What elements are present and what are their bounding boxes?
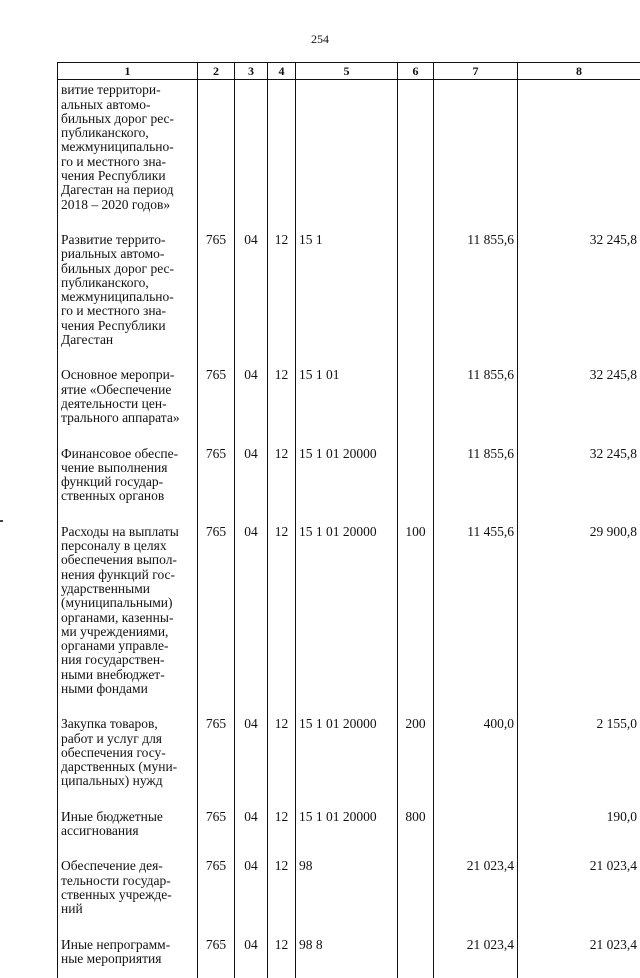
cell-amount-1: 21 023,4 [434, 937, 518, 967]
row-spacer [58, 789, 640, 809]
spacer-cell [58, 789, 198, 809]
spacer-cell [58, 696, 198, 716]
spacer-cell [518, 426, 640, 446]
spacer-cell [58, 347, 198, 367]
spacer-cell [235, 696, 268, 716]
spacer-cell [235, 789, 268, 809]
table-row [58, 716, 640, 788]
spacer-cell [434, 838, 518, 858]
budget-table [57, 62, 640, 978]
cell-section [235, 80, 268, 212]
spacer-cell [235, 426, 268, 446]
row-spacer [58, 838, 640, 858]
column-header-3: 3 [235, 63, 268, 80]
cell-amount-2: 29 900,8 [518, 524, 640, 697]
cell-ministry-code [198, 80, 235, 212]
cell-expense-type: 800 [398, 809, 434, 839]
cell-section: 04 [235, 858, 268, 916]
spacer-cell [296, 347, 398, 367]
cell-target-article: 15 1 01 20000 [296, 716, 398, 788]
row-spacer [58, 347, 640, 367]
cell-ministry-code: 765 [198, 367, 235, 425]
cell-amount-2: 190,0 [518, 809, 640, 839]
cell-subsection: 12 [268, 232, 296, 347]
cell-target-article: 15 1 [296, 232, 398, 347]
spacer-cell [268, 917, 296, 937]
cell-section: 04 [235, 367, 268, 425]
cell-expense-type [398, 80, 434, 212]
table-header-row [58, 63, 640, 80]
spacer-cell [296, 426, 398, 446]
table-row [58, 809, 640, 839]
cell-expense-type [398, 367, 434, 425]
cell-amount-2: 21 023,4 [518, 937, 640, 967]
spacer-cell [235, 966, 268, 978]
spacer-cell [198, 966, 235, 978]
cell-amount-1: 11 855,6 [434, 232, 518, 347]
column-header-4: 4 [268, 63, 296, 80]
cell-subsection [268, 80, 296, 212]
cell-target-article: 98 [296, 858, 398, 916]
cell-expense-type [398, 446, 434, 504]
spacer-cell [198, 696, 235, 716]
table-row [58, 524, 640, 697]
spacer-cell [198, 917, 235, 937]
spacer-cell [434, 696, 518, 716]
cell-expense-type: 200 [398, 716, 434, 788]
spacer-cell [296, 838, 398, 858]
spacer-cell [518, 212, 640, 232]
spacer-cell [434, 212, 518, 232]
cell-ministry-code: 765 [198, 232, 235, 347]
table-row [58, 367, 640, 425]
cell-expense-type [398, 937, 434, 967]
cell-target-article: 98 8 [296, 937, 398, 967]
table-row [58, 446, 640, 504]
row-spacer [58, 966, 640, 978]
spacer-cell [398, 696, 434, 716]
spacer-cell [198, 426, 235, 446]
column-header-1: 1 [58, 63, 198, 80]
cell-subsection: 12 [268, 524, 296, 697]
cell-amount-2: 32 245,8 [518, 232, 640, 347]
cell-target-article: 15 1 01 20000 [296, 524, 398, 697]
spacer-cell [198, 789, 235, 809]
cell-ministry-code: 765 [198, 937, 235, 967]
cell-subsection: 12 [268, 937, 296, 967]
row-name: Закупка товаров, работ и услуг для обеспечения госу- дарственных (муни- ципальных) нужд [58, 716, 198, 788]
spacer-cell [434, 789, 518, 809]
spacer-cell [398, 426, 434, 446]
spacer-cell [434, 504, 518, 524]
table-row [58, 80, 640, 212]
cell-target-article: 15 1 01 20000 [296, 446, 398, 504]
row-name: Расходы на выплаты персоналу в целях обеспечения выпол- нения функций гос- ударственными (муниципальными) органами, казенны- ми учреждениями, органами управле- ния государствен- ными внебюджет- ными фондами [58, 524, 198, 697]
spacer-cell [235, 504, 268, 524]
spacer-cell [398, 504, 434, 524]
spacer-cell [58, 917, 198, 937]
cell-amount-1: 11 455,6 [434, 524, 518, 697]
spacer-cell [518, 504, 640, 524]
spacer-cell [235, 347, 268, 367]
row-name: витие территори- альных автомо- бильных дорог рес- публиканского, межмуниципально- го и местного зна- чения Республики Дагестан на период 2018 – 2020 годов» [58, 80, 198, 212]
cell-section: 04 [235, 809, 268, 839]
cell-ministry-code: 765 [198, 446, 235, 504]
spacer-cell [296, 504, 398, 524]
row-name: Обеспечение дея- тельности государ- ственных учрежде- ний [58, 858, 198, 916]
cell-ministry-code: 765 [198, 809, 235, 839]
spacer-cell [58, 966, 198, 978]
cell-expense-type: 100 [398, 524, 434, 697]
cell-amount-2: 2 155,0 [518, 716, 640, 788]
spacer-cell [268, 966, 296, 978]
column-header-6: 6 [398, 63, 434, 80]
spacer-cell [268, 838, 296, 858]
spacer-cell [296, 696, 398, 716]
spacer-cell [198, 838, 235, 858]
cell-section: 04 [235, 524, 268, 697]
spacer-cell [296, 789, 398, 809]
cell-target-article: 15 1 01 20000 [296, 809, 398, 839]
cell-section: 04 [235, 446, 268, 504]
cell-section: 04 [235, 232, 268, 347]
table-row [58, 858, 640, 916]
cell-expense-type [398, 858, 434, 916]
spacer-cell [268, 426, 296, 446]
row-name: Основное меропри- ятие «Обеспечение деятельности цен- трального аппарата» [58, 367, 198, 425]
cell-expense-type [398, 232, 434, 347]
cell-amount-1 [434, 809, 518, 839]
spacer-cell [268, 347, 296, 367]
row-spacer [58, 917, 640, 937]
spacer-cell [268, 212, 296, 232]
spacer-cell [198, 212, 235, 232]
cell-ministry-code: 765 [198, 858, 235, 916]
spacer-cell [518, 838, 640, 858]
table-row [58, 232, 640, 347]
spacer-cell [518, 789, 640, 809]
cell-section: 04 [235, 716, 268, 788]
cell-target-article: 15 1 01 [296, 367, 398, 425]
column-header-7: 7 [434, 63, 518, 80]
cell-subsection: 12 [268, 446, 296, 504]
row-spacer [58, 212, 640, 232]
column-header-5: 5 [296, 63, 398, 80]
page-number: 254 [0, 32, 640, 47]
spacer-cell [198, 504, 235, 524]
spacer-cell [398, 212, 434, 232]
row-spacer [58, 696, 640, 716]
cell-amount-2: 32 245,8 [518, 446, 640, 504]
spacer-cell [296, 917, 398, 937]
spacer-cell [434, 347, 518, 367]
row-name: Иные бюджетные ассигнования [58, 809, 198, 839]
row-name: Развитие террито- риальных автомо- бильных дорог рес- публиканского, межмуниципально- го и местного зна- чения Республики Дагестан [58, 232, 198, 347]
column-header-2: 2 [198, 63, 235, 80]
cell-amount-1 [434, 80, 518, 212]
spacer-cell [434, 966, 518, 978]
table-body [58, 80, 640, 978]
cell-ministry-code: 765 [198, 716, 235, 788]
spacer-cell [518, 696, 640, 716]
spacer-cell [398, 347, 434, 367]
cell-subsection: 12 [268, 716, 296, 788]
cell-subsection: 12 [268, 858, 296, 916]
cell-subsection: 12 [268, 367, 296, 425]
cell-amount-1: 21 023,4 [434, 858, 518, 916]
spacer-cell [235, 212, 268, 232]
spacer-cell [398, 917, 434, 937]
spacer-cell [296, 966, 398, 978]
column-header-8: 8 [518, 63, 640, 80]
cell-target-article [296, 80, 398, 212]
margin-mark [0, 520, 3, 522]
spacer-cell [58, 504, 198, 524]
cell-amount-1: 11 855,6 [434, 367, 518, 425]
spacer-cell [58, 426, 198, 446]
spacer-cell [518, 917, 640, 937]
spacer-cell [398, 966, 434, 978]
spacer-cell [434, 917, 518, 937]
spacer-cell [518, 966, 640, 978]
spacer-cell [398, 789, 434, 809]
spacer-cell [268, 789, 296, 809]
spacer-cell [518, 347, 640, 367]
spacer-cell [268, 504, 296, 524]
spacer-cell [296, 212, 398, 232]
spacer-cell [235, 917, 268, 937]
cell-section: 04 [235, 937, 268, 967]
row-spacer [58, 504, 640, 524]
spacer-cell [58, 838, 198, 858]
cell-amount-2 [518, 80, 640, 212]
spacer-cell [398, 838, 434, 858]
cell-ministry-code: 765 [198, 524, 235, 697]
spacer-cell [434, 426, 518, 446]
cell-amount-2: 32 245,8 [518, 367, 640, 425]
cell-amount-2: 21 023,4 [518, 858, 640, 916]
cell-amount-1: 400,0 [434, 716, 518, 788]
row-spacer [58, 426, 640, 446]
cell-amount-1: 11 855,6 [434, 446, 518, 504]
table-row [58, 937, 640, 967]
spacer-cell [198, 347, 235, 367]
spacer-cell [58, 212, 198, 232]
spacer-cell [235, 838, 268, 858]
row-name: Иные непрограмм- ные мероприятия [58, 937, 198, 967]
row-name: Финансовое обеспе- чение выполнения функций государ- ственных органов [58, 446, 198, 504]
cell-subsection: 12 [268, 809, 296, 839]
spacer-cell [268, 696, 296, 716]
